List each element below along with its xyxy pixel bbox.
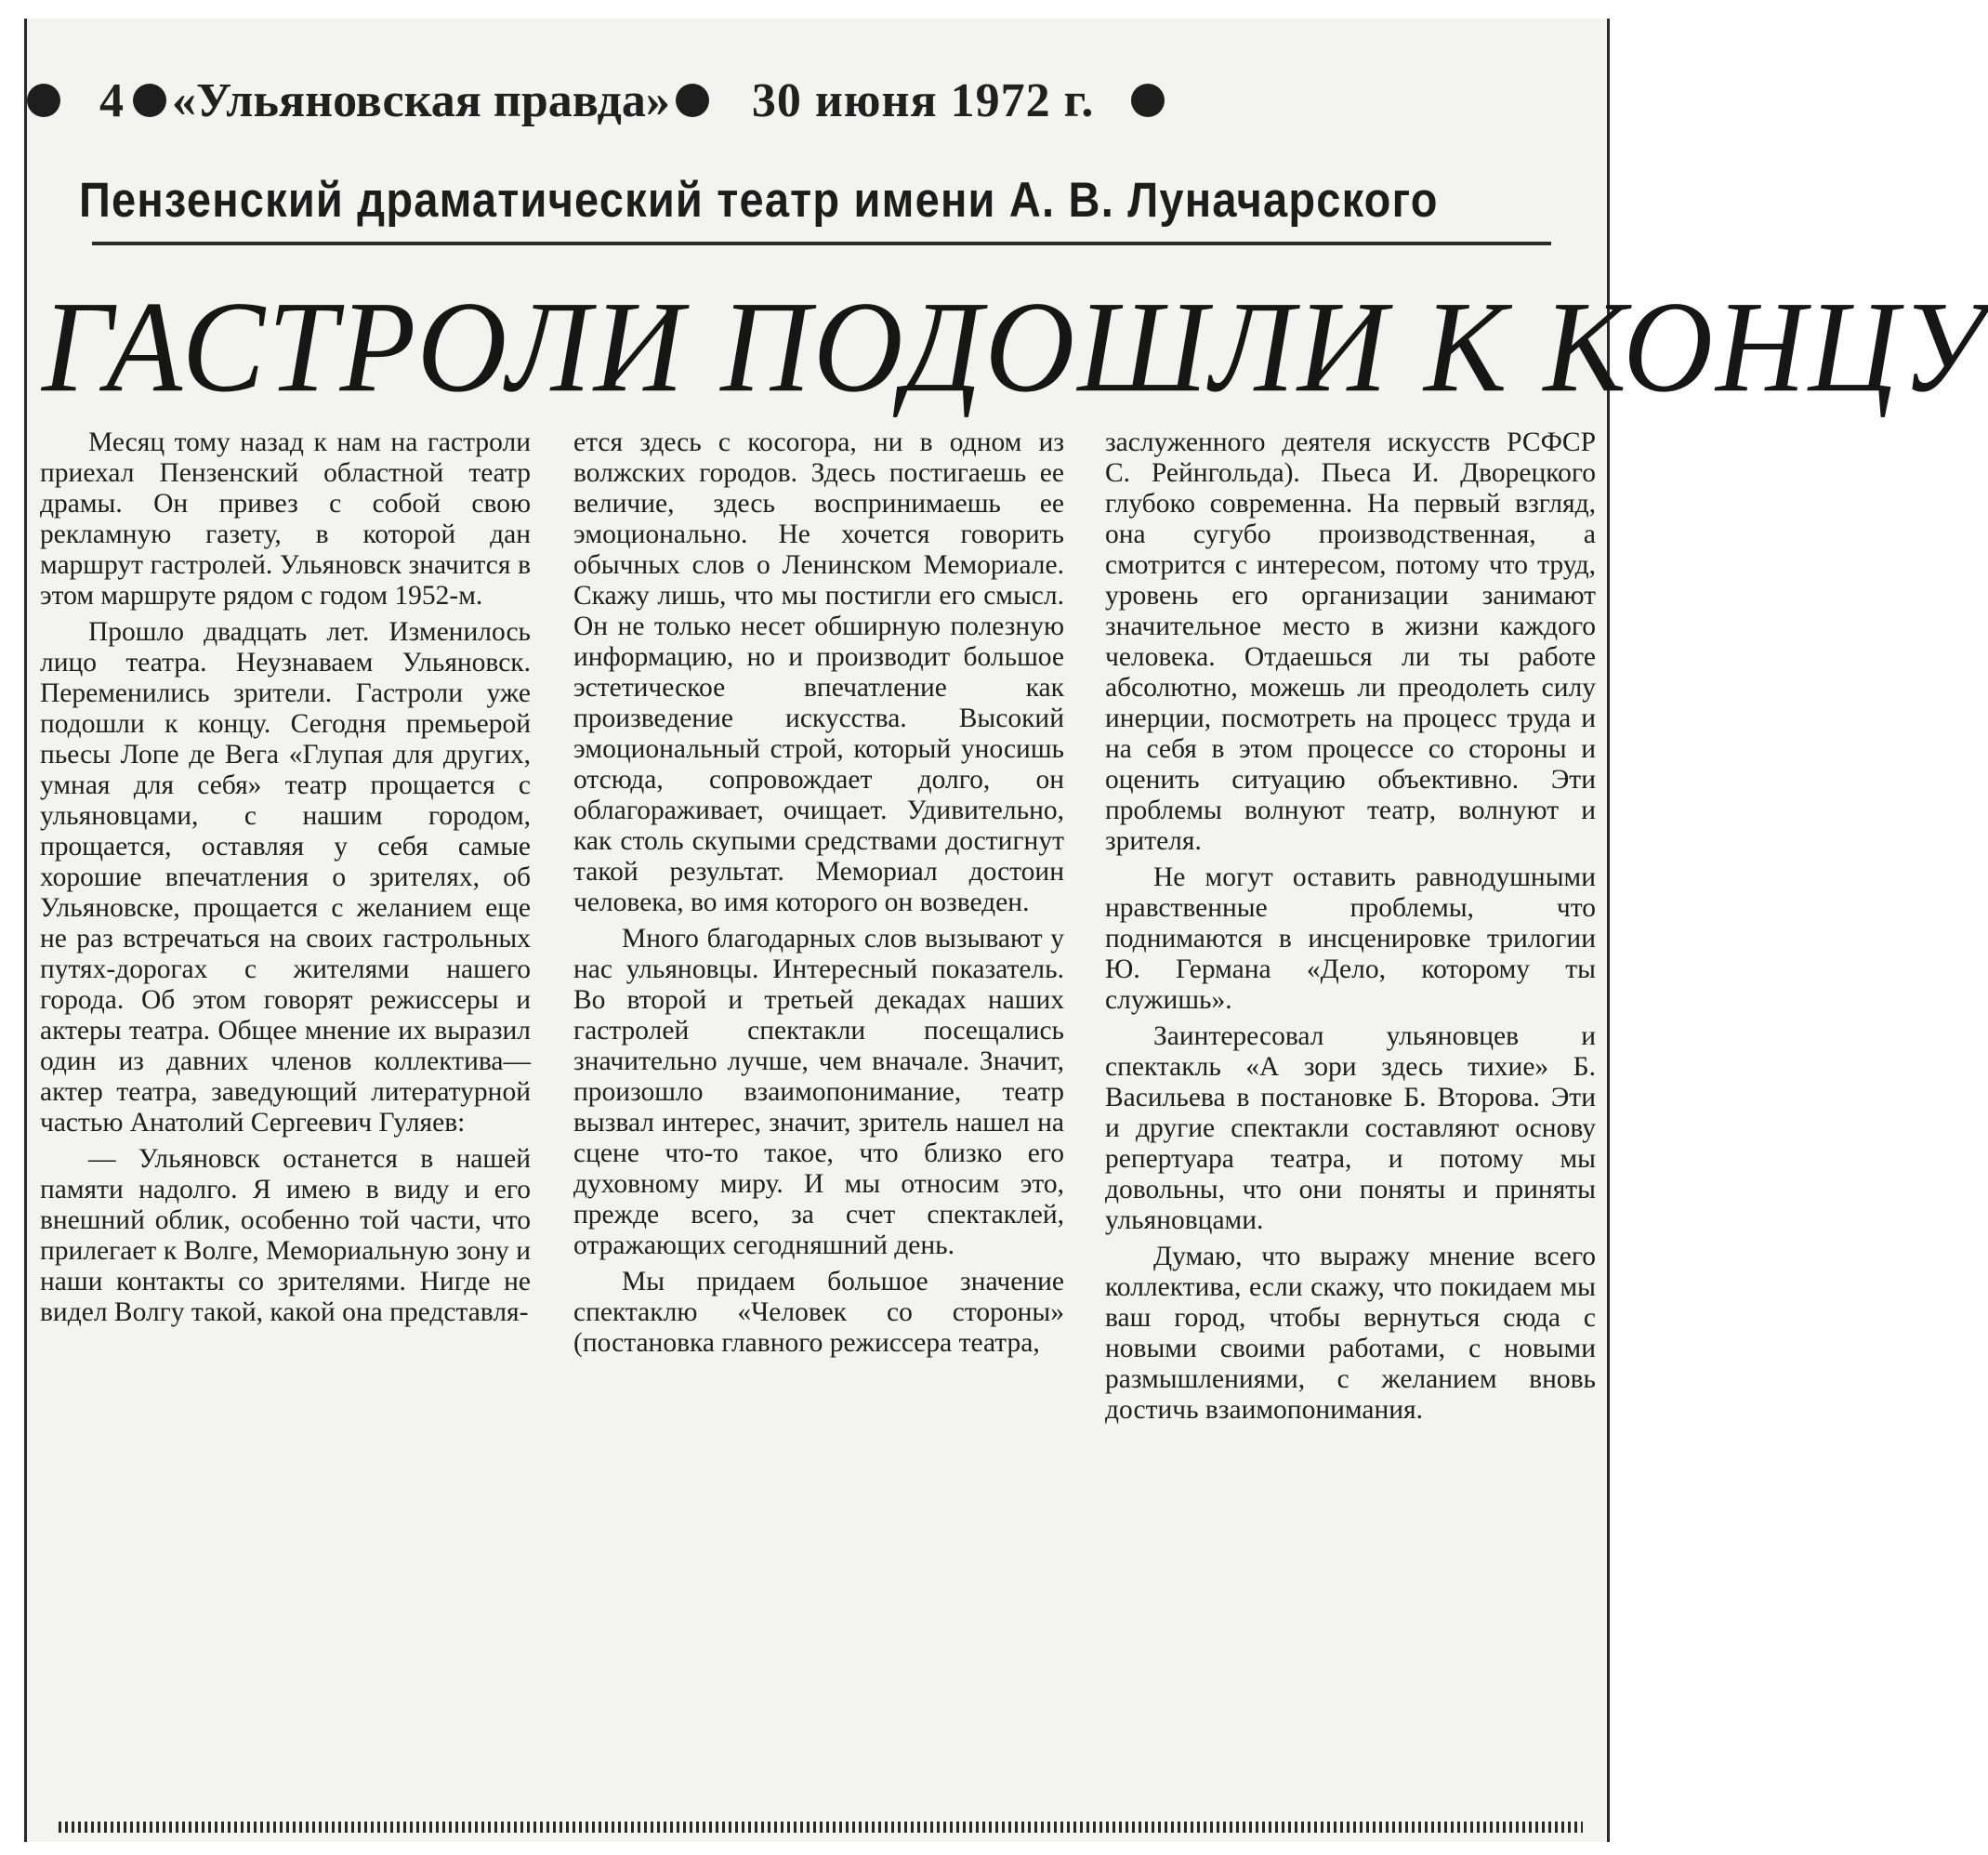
text-column-1 (40, 428, 531, 1823)
bullet-dot-icon (676, 84, 709, 117)
newspaper-clipping (24, 19, 1988, 1842)
paragraph: заслуженного деятеля искусств РСФСР С. Рейнгольда). Пьеса И. Дворецкого глубоко современна. На первый взгляд, она сугубо производственная, а смотрится с интересом, потому что труд, уровень его организации занимают значительное место в жизни каждого человека. Отдаешься ли ты работе абсолютно, можешь ли преодолеть силу инерции, посмотреть на процесс труда и на себя в этом процессе со стороны и оценить ситуацию объективно. Эти проблемы волнуют театр, волнуют и зрителя. (1105, 428, 1596, 856)
newspaper-name: «Ульяновская правда» (172, 73, 670, 127)
paragraph: Мы придаем большое значение спектаклю «Человек со стороны» (постановка главного режиссера театра, (573, 1267, 1064, 1358)
theatre-subtitle: Пензенский драматический театр имени А. В. Луначарского (79, 171, 1439, 228)
article-headline: ГАСТРОЛИ ПОДОШЛИ К КОНЦУ (42, 274, 1988, 419)
text-column-3 (1105, 428, 1596, 1823)
paragraph: Прошло двадцать лет. Изменилось лицо театра. Неузнаваем Ульяновск. Переменились зрители. Гастроли уже подошли к концу. Сегодня премьерой пьесы Лопе де Вега «Глупая для других, умная для себя» театр прощается с ульяновцами, с нашим городом, прощается, оставляя у себя самые хорошие впечатления о зрителях, об Ульяновске, прощается с желанием еще не раз встречаться на своих гастрольных путях-дорогах с жителями нашего города. Об этом говорят режиссеры и актеры театра. Общее мнение их выразил один из давних членов коллектива— актер театра, заведующий литературной частью Анатолий Сергеевич Гуляев: (40, 617, 531, 1138)
bullet-dot-icon (27, 84, 60, 117)
masthead (27, 56, 1291, 145)
bullet-dot-icon (133, 84, 166, 117)
issue-date: 30 июня 1972 г. (751, 73, 1095, 127)
paragraph: Много благодарных слов вызывают у нас ульяновцы. Интересный показатель. Во второй и третьей декадах наших гастролей спектакли посещались значительно лучше, чем вначале. Значит, произошло взаимопонимание, театр вызвал интерес, значит, зритель нашел на сцене что-то такое, что близко его духовному миру. И мы относим это, прежде всего, за счет спектаклей, отражающих сегодняшний день. (573, 924, 1064, 1260)
paragraph: — Ульяновск останется в нашей памяти надолго. Я имею в виду и его внешний облик, особенно той части, что прилегает к Волге, Мемориальную зону и наши контакты со зрителями. Нигде не видел Волгу такой, какой она представля- (40, 1144, 531, 1327)
paragraph: Думаю, что выражу мнение всего коллектива, если скажу, что покидаем мы ваш город, чтобы вернуться сюда с новыми своими работами, с новыми размышлениями, с желанием вновь достичь взаимопонимания. (1105, 1242, 1596, 1425)
footer-rule (59, 1822, 1583, 1833)
subtitle-rule (92, 242, 1551, 245)
paragraph: ется здесь с косогора, ни в одном из волжских городов. Здесь постигаешь ее величие, здесь воспринимаешь ее эмоционально. Не хочется говорить обычных слов о Ленинском Мемориале. Скажу лишь, что мы постигли его смысл. Он не только несет обширную полезную информацию, но и производит большое эстетическое впечатление как произведение искусства. Высокий эмоциональный строй, который уносишь отсюда, сопровождает долго, он облагораживает, очищает. Удивительно, как столь скупыми средствами достигнут такой результат. Мемориал достоин человека, во имя которого он возведен. (573, 428, 1064, 917)
paragraph: Заинтересовал ульяновцев и спектакль «А зори здесь тихие» Б. Васильева в постановке Б. Второва. Эти и другие спектакли составляют основу репертуара театра, и потому мы довольны, что они поняты и приняты ульяновцами. (1105, 1021, 1596, 1235)
paragraph: Месяц тому назад к нам на гастроли приехал Пензенский областной театр драмы. Он привез с собой свою рекламную газету, в которой дан маршрут гастролей. Ульяновск значится в этом маршруте рядом с годом 1952-м. (40, 428, 531, 611)
page-number: 4 (99, 73, 124, 127)
bullet-dot-icon (1131, 84, 1165, 117)
text-column-2 (573, 428, 1064, 1823)
paragraph: Не могут оставить равнодушными нравственные проблемы, что поднимаются в инсценировке трилогии Ю. Германа «Дело, которому ты служишь». (1105, 862, 1596, 1015)
